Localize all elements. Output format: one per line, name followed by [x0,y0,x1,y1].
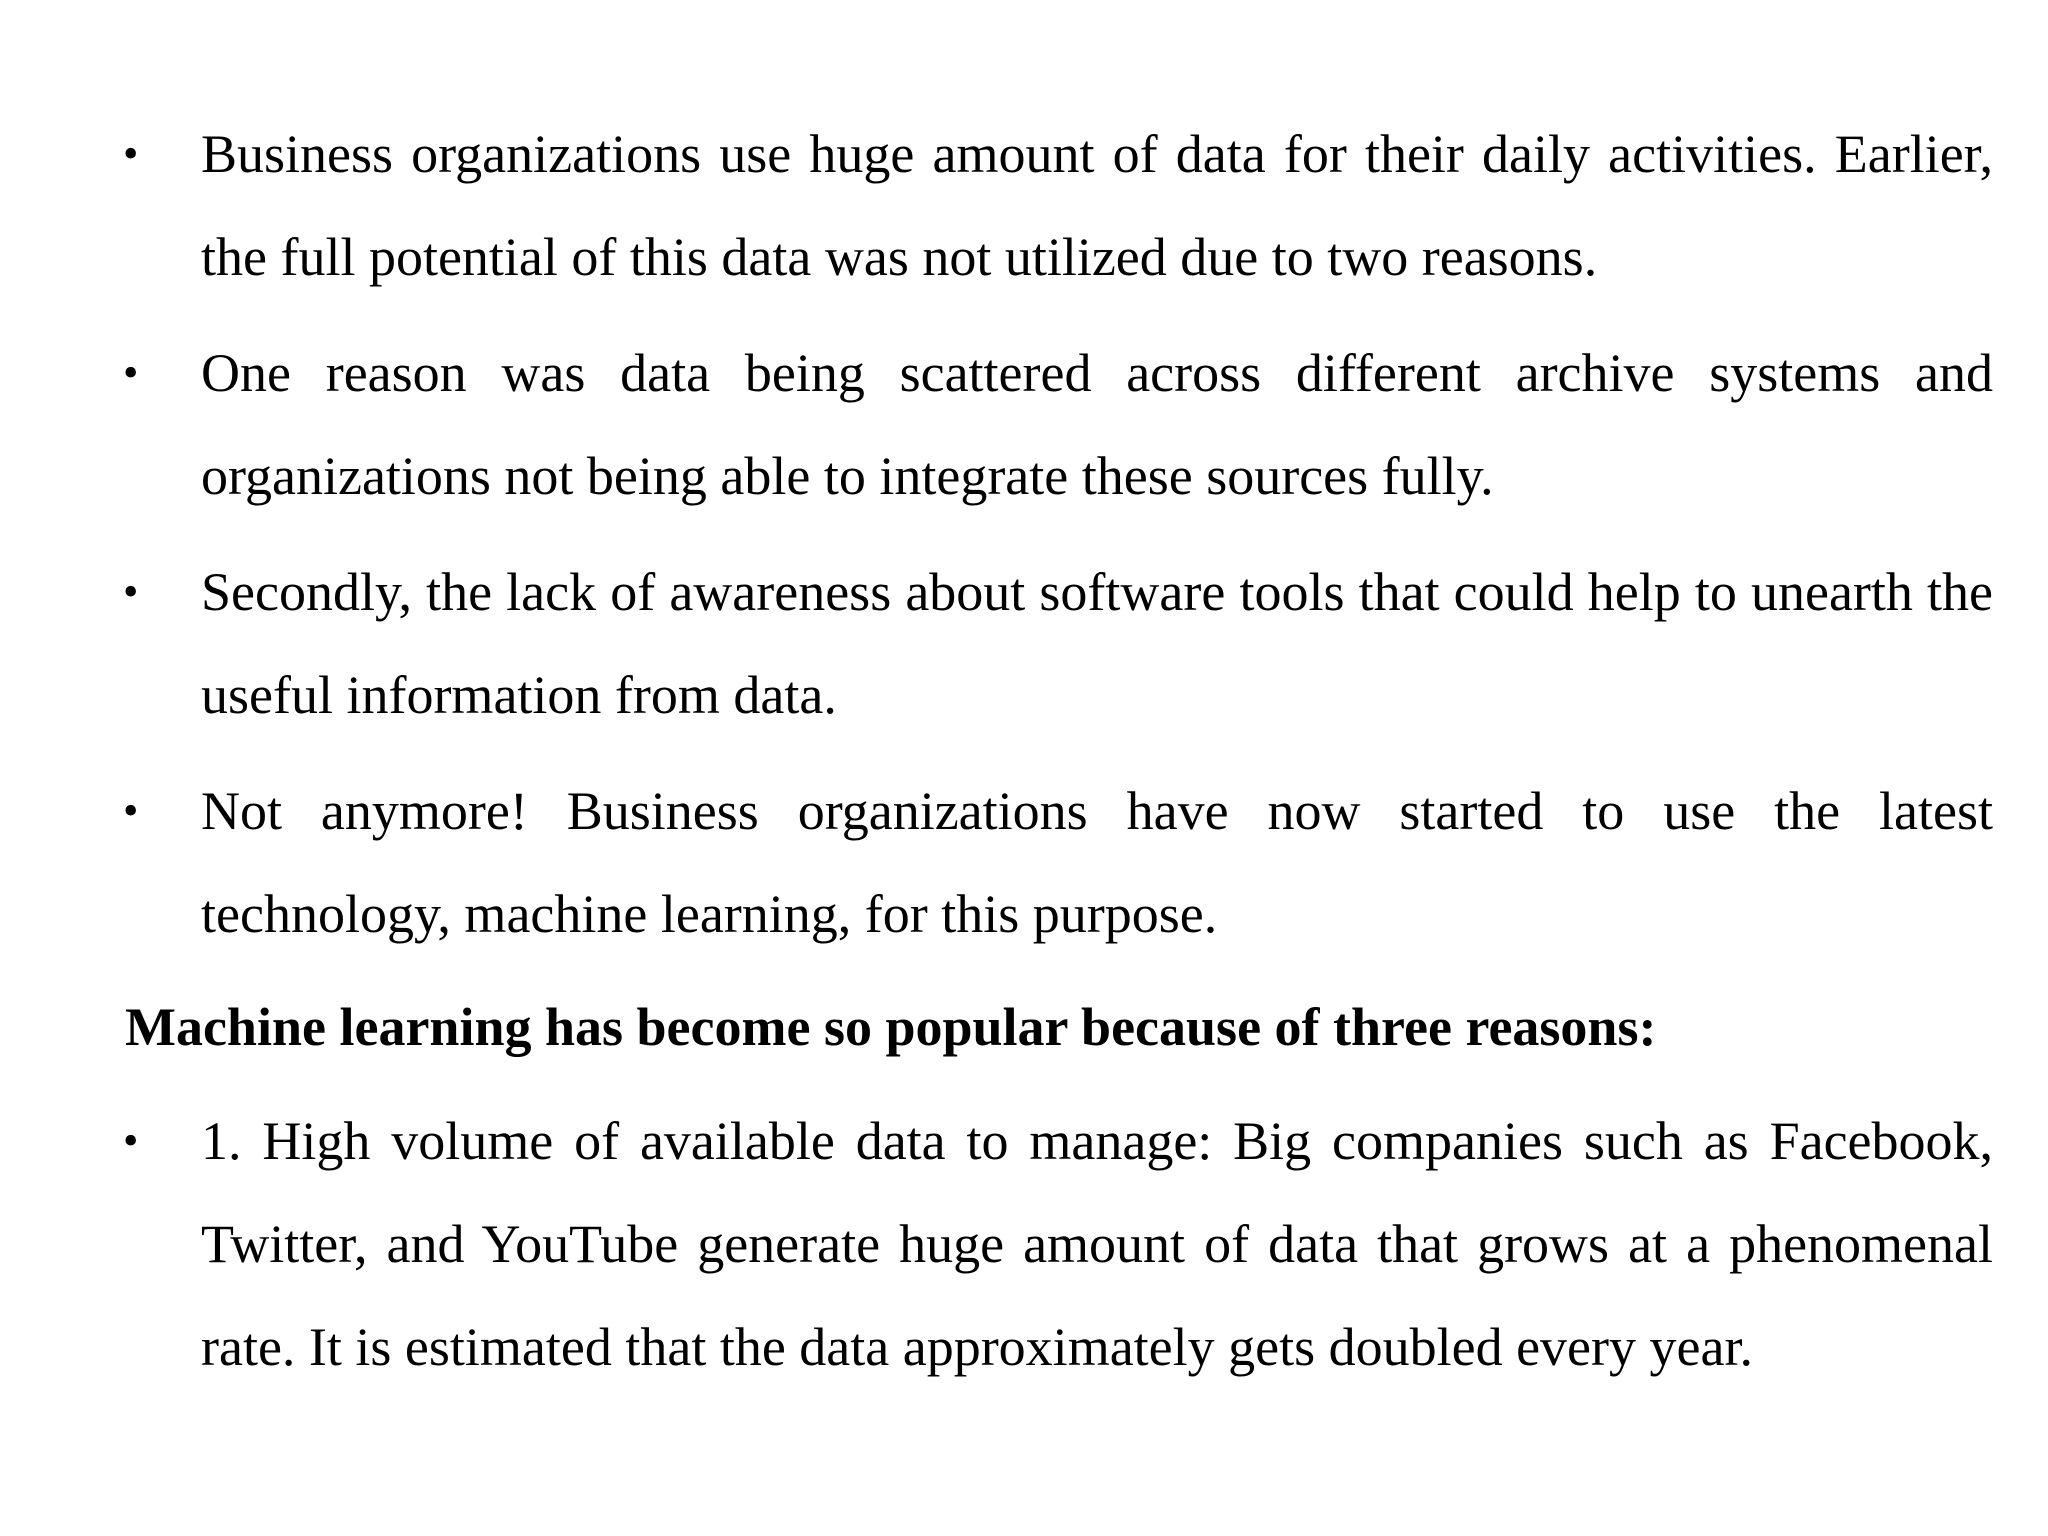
paragraph-text: Business organizations use huge amount of data for their daily activities. Earlier, the full potential of this data was not utilized due to two reasons. [201,124,1993,287]
bullet-icon: • [123,1116,139,1165]
bullet-icon: • [123,786,139,835]
paragraph-text: 1. High volume of available data to manage: Big companies such as Facebook, Twitter, and YouTube generate huge amount of data that grows at a phenomenal rate. It is estimated that the data approximately gets doubled every year. [201,1111,1993,1377]
paragraph-text: Secondly, the lack of awareness about software tools that could help to unearth the useful information from data. [201,562,1993,725]
bullet-icon: • [123,129,139,178]
bullet-icon: • [123,567,139,616]
section-heading: Machine learning has become so popular because of three reasons: [125,997,1657,1057]
bullet-icon: • [123,348,139,397]
paragraph-text: One reason was data being scattered across different archive systems and organizations not being able to integrate these sources fully. [201,343,1993,506]
paragraph-text: Not anymore! Business organizations have now started to use the latest technology, machine learning, for this purpose. [201,781,1993,944]
